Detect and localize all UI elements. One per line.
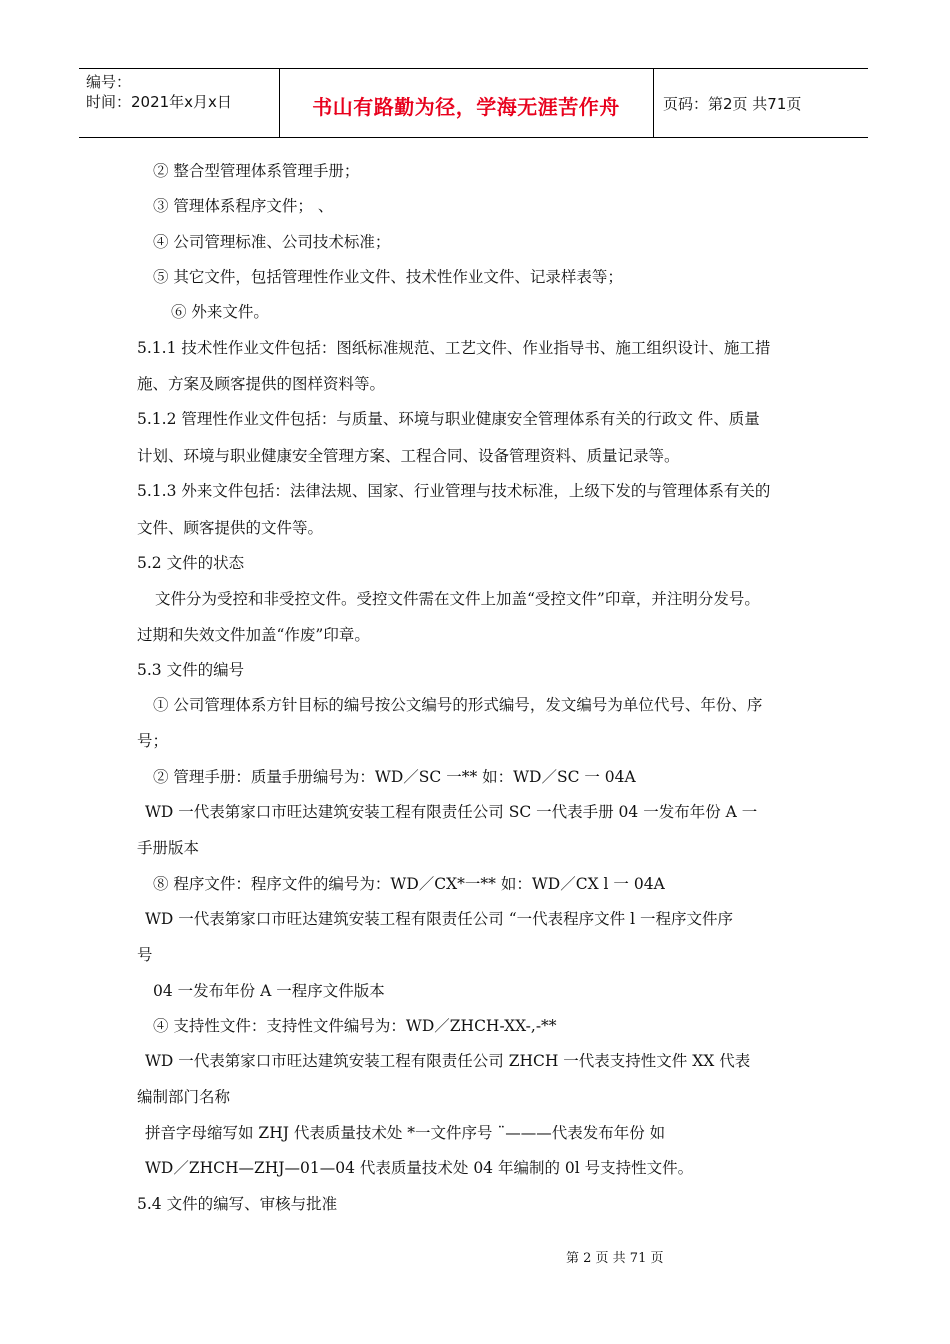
text-line: ⑧ 程序文件：程序文件的编号为：WD／CX*一** 如：WD／CX l 一 04A [153,875,665,893]
text-line: WD／ZHCH—ZHJ—01—04 代表质量技术处 04 年编制的 0l 号支持性文件。 [145,1159,694,1177]
text-line: ⑤ 其它文件，包括管理性作业文件、技术性作业文件、记录样表等； [153,268,623,286]
header-meta-cell [79,69,280,137]
section-heading: 5.4 文件的编写、审核与批准 [137,1195,338,1213]
text-line: ⑥ 外来文件。 [171,303,269,321]
text-line: 拼音字母缩写如 ZHJ 代表质量技术处 *一文件序号 ¨———代表发布年份 如 [145,1124,666,1142]
text-line: ④ 支持性文件：支持性文件编号为：WD／ZHCH-XX-,-** [153,1017,557,1035]
text-line: 号； [137,732,169,750]
text-line: WD 一代表第家口市旺达建筑安装工程有限责任公司 ZHCH 一代表支持性文件 XX 代表 [145,1052,751,1070]
text-line: ③ 管理体系程序文件； 、 [153,197,334,215]
doc-number-label: 编号： [86,73,132,91]
text-line: 计划、环境与职业健康安全管理方案、工程合同、设备管理资料、质量记录等。 [137,447,680,465]
text-line: 编制部门名称 [137,1088,231,1106]
text-line: 04 一发布年份 A 一程序文件版本 [153,982,385,1000]
section-heading: 5.2 文件的状态 [137,554,245,572]
text-line: 过期和失效文件加盖“作废”印章。 [137,626,370,644]
text-line: 手册版本 [137,839,200,857]
text-line: WD 一代表第家口市旺达建筑安装工程有限责任公司 SC 一代表手册 04 一发布年份 A 一 [145,803,758,821]
text-line: 5.1.3 外来文件包括：法律法规、国家、行业管理与技术标准，上级下发的与管理体系有关的 [137,482,771,500]
page-info: 页码：第2页 共71页 [663,95,802,113]
section-heading: 5.3 文件的编号 [137,661,245,679]
header-motto-cell [279,69,654,137]
text-line: ① 公司管理体系方针目标的编号按公文编号的形式编号，发文编号为单位代号、年份、序 [153,696,763,714]
page-footer: 第 2 页 共 71 页 [566,1251,664,1266]
text-line: 号 [137,946,153,964]
text-line: 文件分为受控和非受控文件。受控文件需在文件上加盖“受控文件”印章，并注明分发号。 [155,590,760,608]
text-line: WD 一代表第家口市旺达建筑安装工程有限责任公司 “一代表程序文件 l 一程序文件序 [145,910,733,928]
text-line: 5.1.2 管理性作业文件包括：与质量、环境与职业健康安全管理体系有关的行政文 件、质量 [137,410,760,428]
motto-text: 书山有路勤为径，学海无涯苦作舟 [312,95,620,119]
header-table [79,68,868,138]
header-page-cell [654,69,868,137]
text-line: ② 整合型管理体系管理手册； [153,162,360,180]
doc-time-label: 时间：2021年x月x日 [86,93,232,111]
text-line: 施、方案及顾客提供的图样资料等。 [137,375,386,393]
text-line: 文件、顾客提供的文件等。 [137,519,324,537]
text-line: ② 管理手册：质量手册编号为：WD／SC 一** 如：WD／SC 一 04A [153,768,636,786]
text-line: ④ 公司管理标准、公司技术标准； [153,233,391,251]
text-line: 5.1.1 技术性作业文件包括：图纸标准规范、工艺文件、作业指导书、施工组织设计、施工措 [137,339,771,357]
